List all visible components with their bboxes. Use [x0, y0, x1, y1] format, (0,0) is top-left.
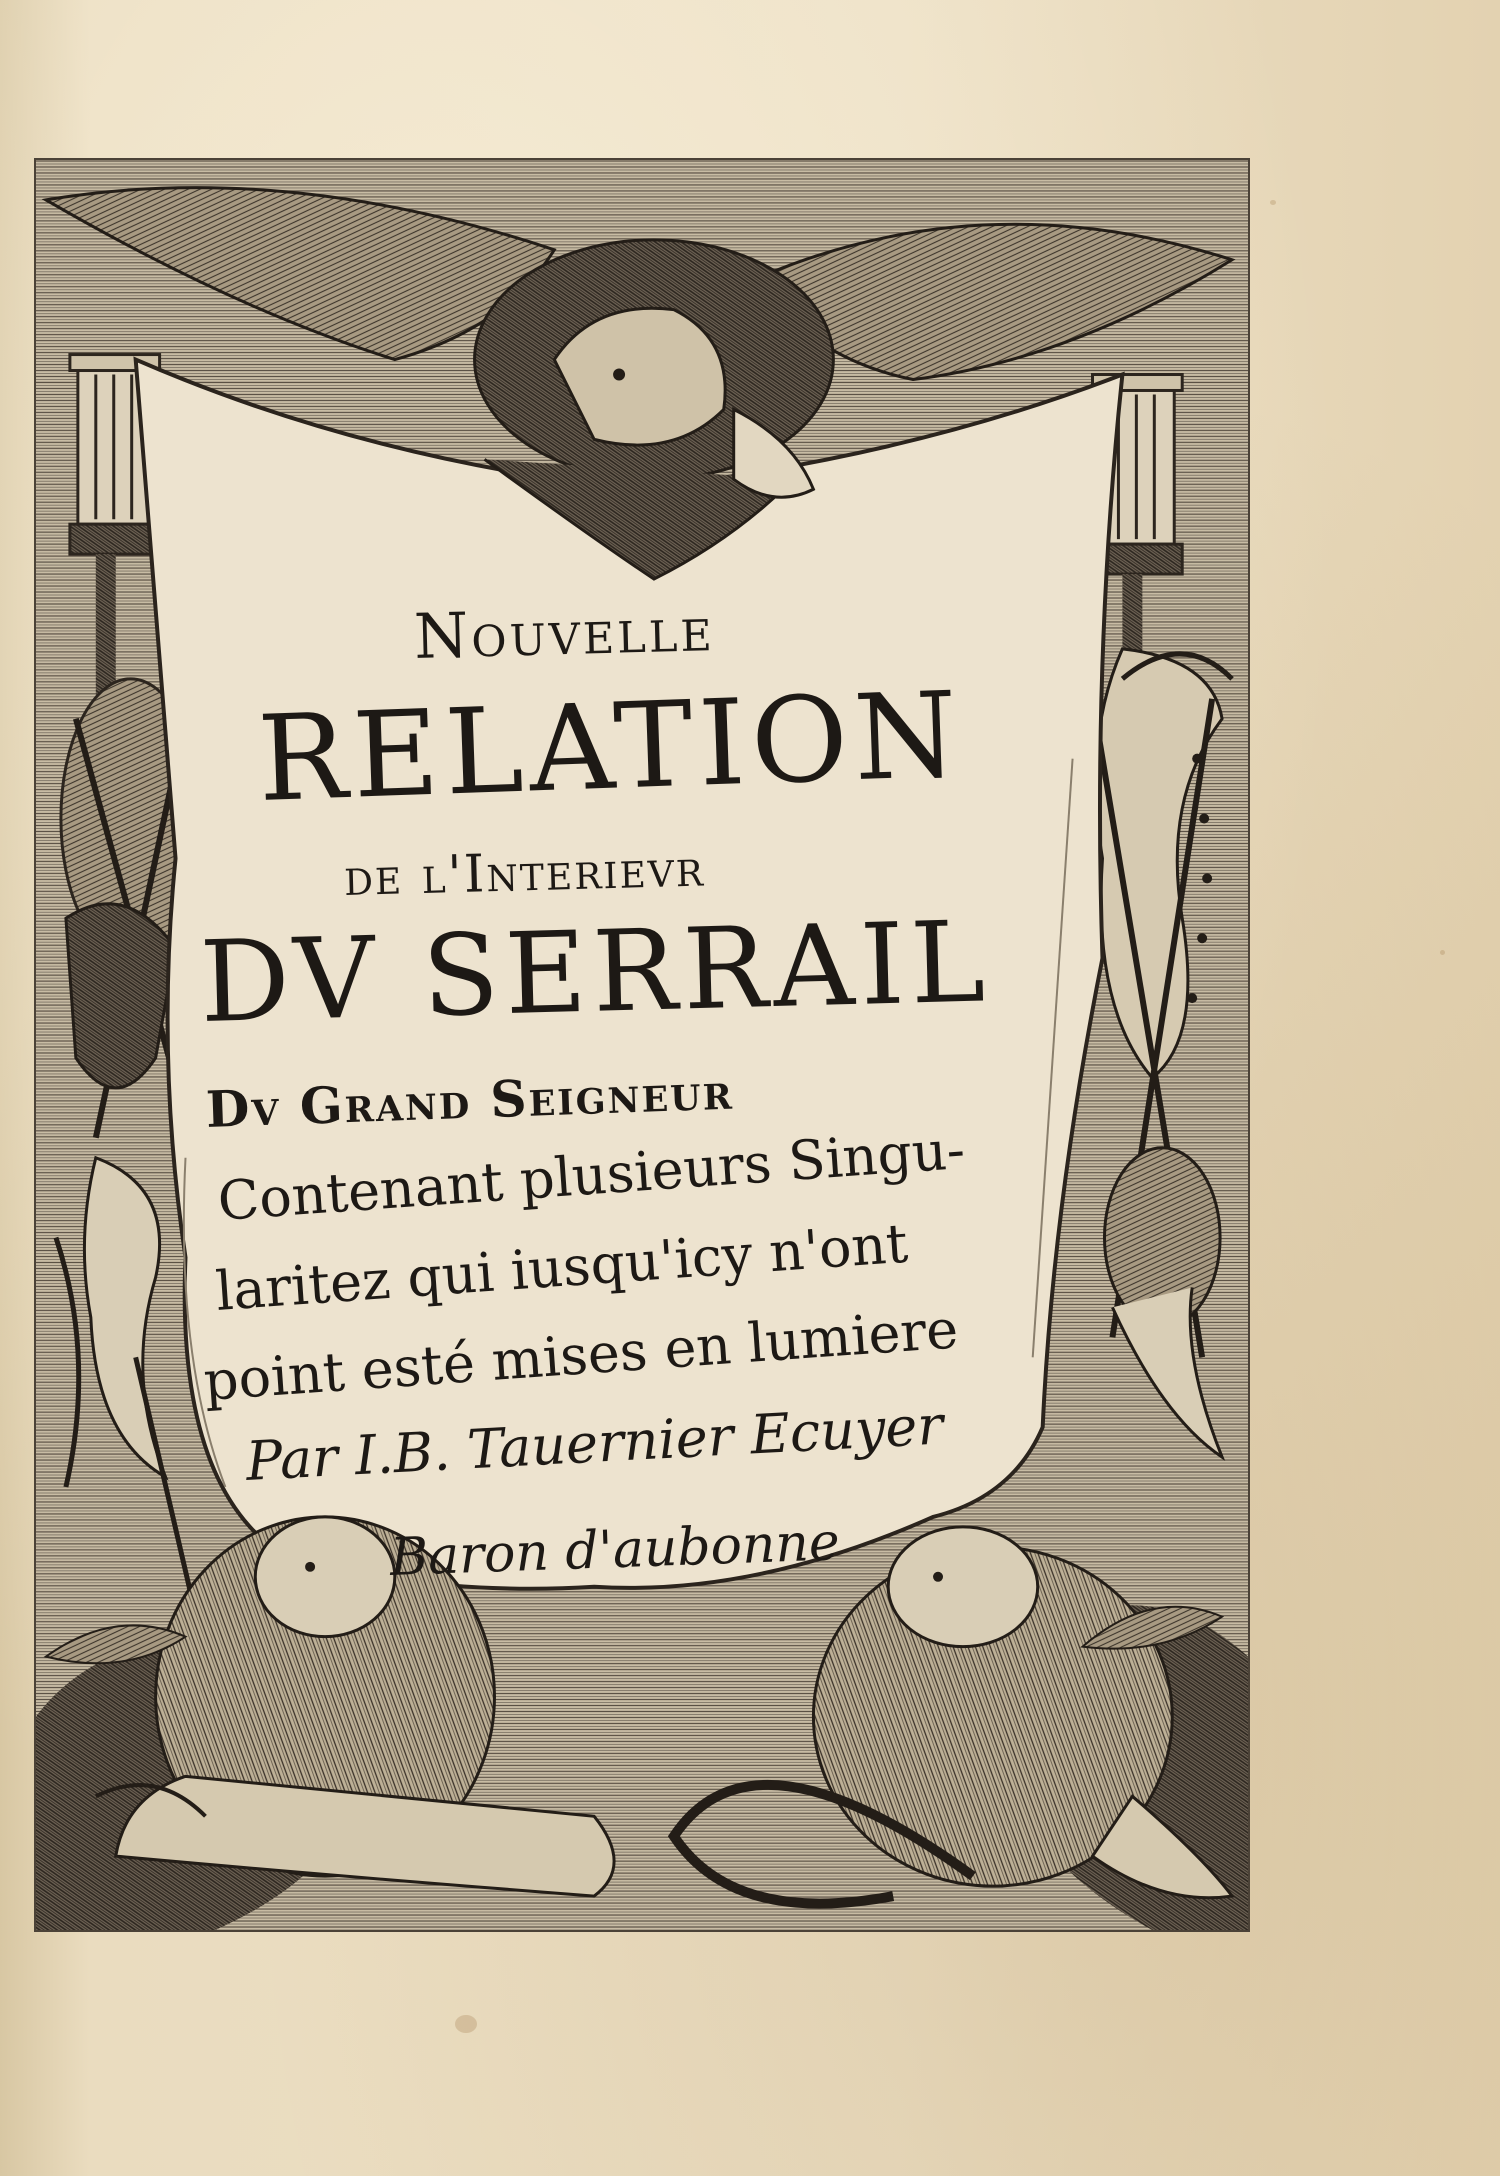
title-line-relation: RELATION: [255, 665, 966, 828]
title-line-nouvelle: Nouvelle: [413, 592, 716, 673]
subtitle-line-3: point esté mises en lumiere: [201, 1297, 961, 1413]
subtitle-line-1: Contenant plusieurs Singu-: [215, 1117, 967, 1233]
title-block: [36, 160, 1250, 1932]
subtitle-line-2: laritez qui iusqu'icy n'ont: [213, 1211, 910, 1323]
title-line-serrail: DV SERRAIL: [198, 897, 993, 1048]
author-title-line: Baron d'aubonne: [388, 1512, 841, 1588]
engraved-frontispiece: [34, 158, 1250, 1932]
title-line-interieur: de l'Interievr: [343, 838, 706, 908]
foxing-spot: [1440, 950, 1445, 955]
foxing-spot: [1270, 200, 1276, 205]
title-line-grand-seigneur: Dv Grand Seigneur: [204, 1061, 735, 1139]
foxing-spot: [455, 2015, 477, 2033]
author-line: Par I.B. Tauernier Ecuyer: [244, 1393, 945, 1493]
